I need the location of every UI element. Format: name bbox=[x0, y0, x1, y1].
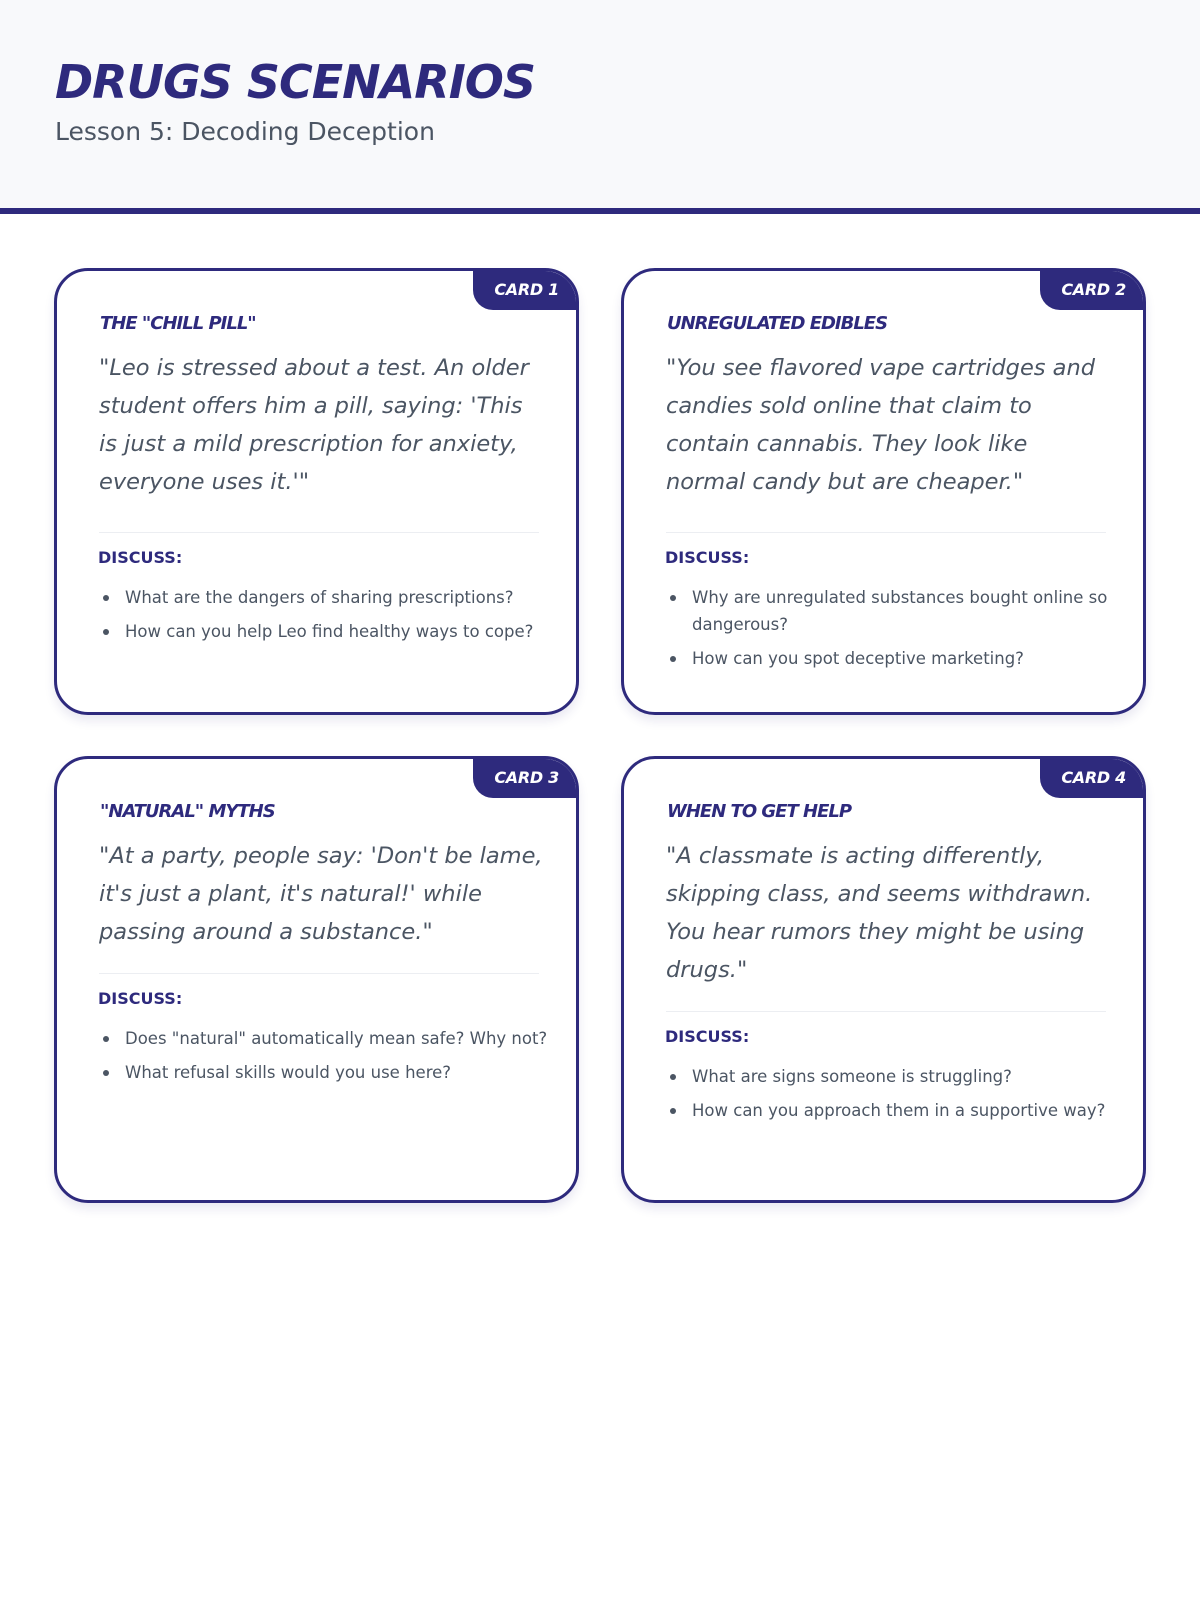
card-divider bbox=[99, 973, 539, 974]
question-text: What refusal skills would you use here? bbox=[125, 1063, 452, 1082]
bullet-icon bbox=[103, 629, 109, 635]
bullet-icon bbox=[670, 1108, 676, 1114]
question-text: Does "natural" automatically mean safe? Why not? bbox=[125, 1029, 548, 1048]
card-badge: CARD 2 bbox=[1040, 268, 1146, 310]
card-quote: "At a party, people say: 'Don't be lame, it's just a plant, it's natural!' while passing around a substance." bbox=[99, 843, 543, 945]
question-text: What are signs someone is struggling? bbox=[692, 1067, 1012, 1086]
question-text: How can you spot deceptive marketing? bbox=[692, 649, 1024, 668]
card-heading: THE "CHILL PILL" bbox=[100, 313, 256, 334]
discuss-list bbox=[665, 1063, 1115, 1131]
discuss-list bbox=[665, 584, 1115, 679]
bullet-icon bbox=[103, 1070, 109, 1076]
discuss-question bbox=[98, 584, 548, 611]
card-heading: WHEN TO GET HELP bbox=[667, 801, 852, 822]
card-heading: "NATURAL" MYTHS bbox=[100, 801, 275, 822]
discuss-question bbox=[98, 1025, 548, 1052]
question-text: Why are unregulated substances bought online so dangerous? bbox=[692, 588, 1108, 634]
card-divider bbox=[666, 532, 1106, 533]
scenario-card-2 bbox=[621, 268, 1146, 715]
discuss-question bbox=[665, 584, 1115, 638]
scenario-card-1 bbox=[54, 268, 579, 715]
card-quote: "A classmate is acting differently, skipping class, and seems withdrawn. You hear rumors they might be using drugs." bbox=[666, 843, 1093, 983]
discuss-list bbox=[98, 584, 548, 652]
bullet-icon bbox=[670, 656, 676, 662]
bullet-icon bbox=[103, 1036, 109, 1042]
card-heading: UNREGULATED EDIBLES bbox=[667, 313, 888, 334]
discuss-label: DISCUSS: bbox=[98, 989, 183, 1008]
discuss-question bbox=[98, 618, 548, 645]
page-subtitle: Lesson 5: Decoding Deception bbox=[55, 117, 435, 146]
card-badge: CARD 1 bbox=[473, 268, 579, 310]
discuss-question bbox=[665, 1097, 1115, 1124]
discuss-question bbox=[665, 645, 1115, 672]
page-header bbox=[0, 0, 1200, 214]
discuss-list bbox=[98, 1025, 548, 1093]
bullet-icon bbox=[103, 595, 109, 601]
question-text: How can you approach them in a supportive way? bbox=[692, 1101, 1106, 1120]
bullet-icon bbox=[670, 595, 676, 601]
scenario-card-3 bbox=[54, 756, 579, 1203]
card-badge: CARD 3 bbox=[473, 756, 579, 798]
card-divider bbox=[666, 1011, 1106, 1012]
scenario-card-4 bbox=[621, 756, 1146, 1203]
discuss-question bbox=[98, 1059, 548, 1086]
card-badge: CARD 4 bbox=[1040, 756, 1146, 798]
discuss-label: DISCUSS: bbox=[98, 548, 183, 567]
question-text: How can you help Leo find healthy ways to cope? bbox=[125, 622, 534, 641]
discuss-label: DISCUSS: bbox=[665, 1027, 750, 1046]
card-quote: "You see flavored vape cartridges and candies sold online that claim to contain cannabis. They look like normal candy but are cheaper." bbox=[666, 355, 1096, 495]
bullet-icon bbox=[670, 1074, 676, 1080]
card-quote: "Leo is stressed about a test. An older student offers him a pill, saying: 'This is just a mild prescription for anxiety, everyone uses it.'" bbox=[99, 355, 529, 495]
page-title: DRUGS SCENARIOS bbox=[55, 55, 536, 109]
card-divider bbox=[99, 532, 539, 533]
discuss-label: DISCUSS: bbox=[665, 548, 750, 567]
question-text: What are the dangers of sharing prescriptions? bbox=[125, 588, 514, 607]
discuss-question bbox=[665, 1063, 1115, 1090]
